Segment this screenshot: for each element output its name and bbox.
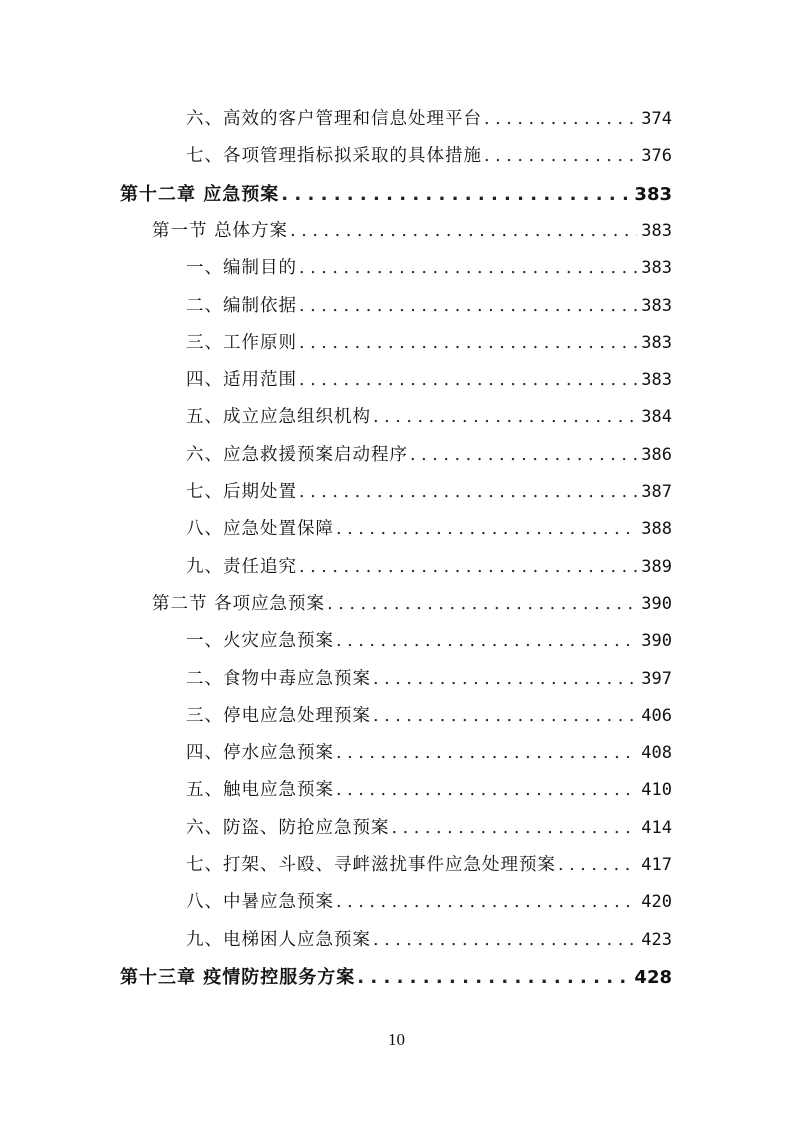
toc-entry-page: 383 [641, 220, 672, 241]
toc-entry-title: 四、停水应急预案 [186, 743, 334, 764]
toc-entry-page: 397 [641, 668, 672, 689]
toc-entry-page: 383 [641, 295, 672, 316]
dot-leader [373, 661, 637, 698]
toc-entry[interactable] [186, 138, 672, 175]
toc-entry-title: 八、中暑应急预案 [186, 892, 334, 913]
toc-section[interactable] [152, 213, 672, 250]
toc-entry-title: 一、火灾应急预案 [186, 631, 334, 652]
toc-entry-title: 九、电梯困人应急预案 [186, 929, 371, 950]
dot-leader [336, 735, 637, 772]
toc-entry-title: 三、停电应急处理预案 [186, 705, 371, 726]
toc-entry-page: 383 [634, 183, 672, 205]
toc-entry-page: 386 [641, 444, 672, 465]
toc-entry-page: 376 [641, 146, 672, 167]
toc-entry-page: 428 [634, 966, 672, 988]
toc-entry-title: 三、工作原则 [186, 332, 297, 353]
toc-entry[interactable] [186, 810, 672, 847]
dot-leader [336, 623, 637, 660]
toc-entry[interactable] [186, 847, 672, 884]
toc-entry[interactable] [186, 101, 672, 138]
toc-entry-title: 四、适用范围 [186, 370, 297, 391]
toc-entry[interactable] [186, 437, 672, 474]
dot-leader [281, 176, 630, 213]
toc-entry[interactable] [186, 735, 672, 772]
toc-entry[interactable] [186, 362, 672, 399]
dot-leader [336, 884, 637, 921]
toc-entry[interactable] [186, 325, 672, 362]
toc-chapter[interactable] [120, 176, 672, 213]
toc-entry-page: 383 [641, 332, 672, 353]
dot-leader [327, 586, 637, 623]
toc-entry-page: 423 [641, 929, 672, 950]
toc-entry-page: 414 [641, 817, 672, 838]
toc-entry-title: 第二节 各项应急预案 [152, 593, 326, 614]
dot-leader [373, 922, 637, 959]
toc-entry[interactable] [186, 399, 672, 436]
toc-entry[interactable] [186, 549, 672, 586]
dot-leader [290, 213, 637, 250]
dot-leader [336, 511, 637, 548]
toc-entry[interactable] [186, 288, 672, 325]
toc-chapter[interactable] [120, 959, 672, 996]
toc-entry-title: 二、编制依据 [186, 295, 297, 316]
toc-entry-title: 六、高效的客户管理和信息处理平台 [186, 109, 482, 129]
toc-entry-page: 390 [641, 631, 672, 652]
dot-leader [410, 437, 637, 474]
toc-entry-page: 383 [641, 258, 672, 279]
dot-leader [299, 362, 637, 399]
toc-entry-title: 八、应急处置保障 [186, 519, 334, 540]
dot-leader [373, 399, 637, 436]
toc-entry-page: 374 [641, 109, 672, 129]
toc-entry[interactable] [186, 250, 672, 287]
toc-entry[interactable] [186, 623, 672, 660]
toc-entry-page: 388 [641, 519, 672, 540]
toc-entry[interactable] [186, 884, 672, 921]
toc-entry[interactable] [186, 922, 672, 959]
toc-entry-title: 七、后期处置 [186, 482, 297, 502]
toc-entry-title: 六、应急救援预案启动程序 [186, 444, 408, 465]
toc-entry-page: 383 [641, 370, 672, 391]
dot-leader [392, 810, 638, 847]
dot-leader [299, 288, 637, 325]
toc-entry-page: 390 [641, 593, 672, 614]
toc-entry[interactable] [186, 511, 672, 548]
toc-entry-page: 417 [641, 855, 672, 875]
toc-entry-title: 第十三章 疫情防控服务方案 [120, 966, 356, 988]
toc-entry-page: 387 [641, 482, 672, 502]
toc-entry-page: 408 [641, 743, 672, 764]
toc-entry[interactable] [186, 772, 672, 809]
toc-entry-page: 410 [641, 780, 672, 801]
dot-leader [299, 325, 637, 362]
toc-entry-title: 第一节 总体方案 [152, 220, 289, 241]
dot-leader [299, 474, 637, 511]
dot-leader [336, 772, 637, 809]
dot-leader [558, 847, 637, 884]
toc-entry-page: 384 [641, 407, 672, 428]
dot-leader [373, 698, 637, 735]
toc-entry-page: 420 [641, 892, 672, 913]
toc-entry-title: 七、打架、斗殴、寻衅滋扰事件应急处理预案 [186, 855, 556, 875]
dot-leader [299, 549, 637, 586]
dot-leader [299, 250, 637, 287]
toc-section[interactable] [152, 586, 672, 623]
toc-entry-title: 第十二章 应急预案 [120, 183, 280, 205]
dot-leader [357, 959, 630, 996]
toc-entry-title: 五、触电应急预案 [186, 780, 334, 801]
toc-entry-page: 406 [641, 705, 672, 726]
dot-leader [484, 138, 637, 175]
page-number: 10 [388, 1030, 405, 1049]
toc-entry[interactable] [186, 661, 672, 698]
toc-entry-page: 389 [641, 556, 672, 577]
toc-entry-title: 六、防盗、防抢应急预案 [186, 817, 390, 838]
toc-entry[interactable] [186, 474, 672, 511]
toc-entry-title: 七、各项管理指标拟采取的具体措施 [186, 146, 482, 167]
toc-entry[interactable] [186, 698, 672, 735]
toc-entry-title: 九、责任追究 [186, 556, 297, 577]
toc-entry-title: 五、成立应急组织机构 [186, 407, 371, 428]
toc-entry-title: 二、食物中毒应急预案 [186, 668, 371, 689]
dot-leader [484, 101, 637, 138]
toc-entry-title: 一、编制目的 [186, 258, 297, 279]
